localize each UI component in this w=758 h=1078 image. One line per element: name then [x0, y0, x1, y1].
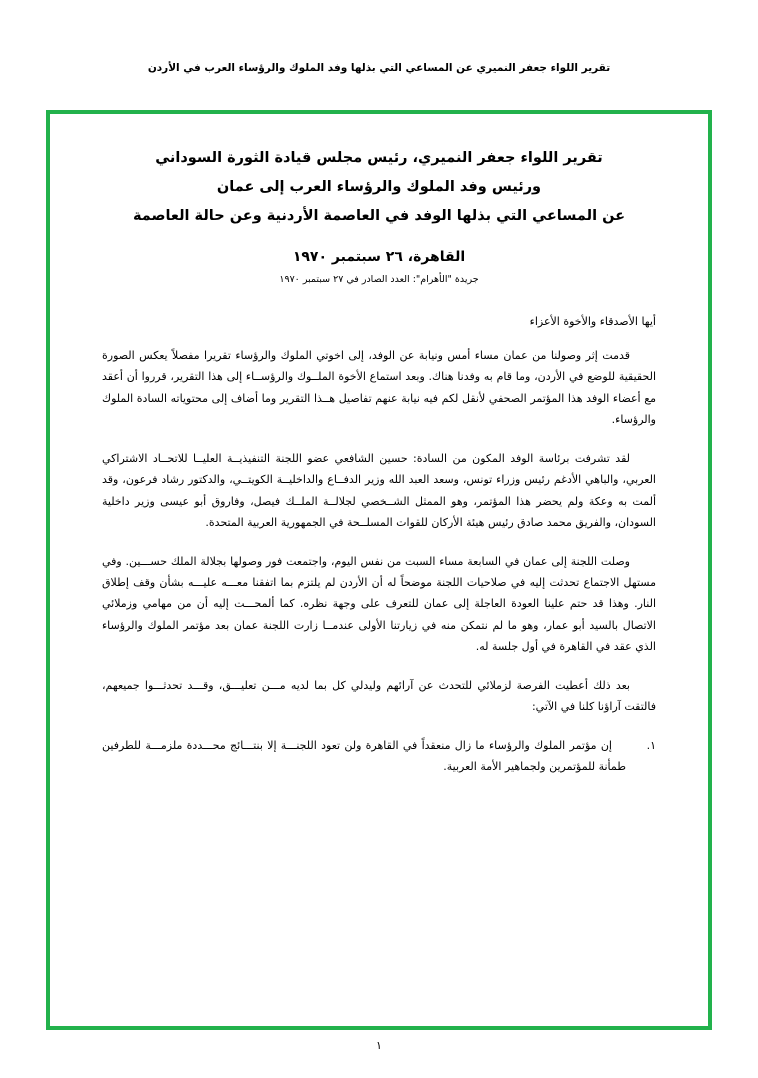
paragraph-4: بعد ذلك أعطيت الفرصة لزملائي للتحدث عن آرائهم وليدلي كل بما لديه مـــن تعليـــق، وقـــد تحدثـــوا جميعهم، فالتقت آراؤنا كلنا في الآتي:: [102, 678, 656, 714]
paragraph-2: لقد تشرفت برئاسة الوفد المكون من السادة: حسين الشافعي عضو اللجنة التنفيذيــة العليــا للاتحــاد الاشتراكي العربي، والباهي الأدغم رئيس وزراء تونس، وسعد العبد الله وزير الدفــاع والداخليــة الكويتــي، والدكتور رشاد فرعون، وقد ألمت به وعكة ولم يحضر هذا المؤتمر، وهو الممثل الشــخصي لجلالــة الملــك فيصل، وفاروق أبو عيسى وزير داخلية السودان، والفريق محمد صادق رئيس هيئة الأركان للقوات المسلــحة في الجمهورية العربية المتحدة.: [102, 451, 656, 530]
title-line-3: عن المساعي التي بذلها الوفد في العاصمة الأردنية وعن حالة العاصمة: [132, 208, 626, 224]
place-and-date: القاهرة، ٢٦ سبتمبر ١٩٧٠: [292, 249, 466, 265]
page-border-frame: [46, 110, 712, 1030]
paragraph-1: قدمت إثر وصولنا من عمان مساء أمس ونيابة عن الوفد، إلى اخوتي الملوك والرؤساء تقريرا مفصلاً يعكس الصورة الحقيقية للوضع في الأردن، وما قام به وفدنا هناك. وبعد استماع الأخوة الملــوك والرؤســاء إلى هذا التقرير، قرروا أن أعقد مع أعضاء الوفد هذا المؤتمر الصحفي لأنقل لكم فيه نيابة عنهم تفاصيل هــذا التقرير وما أضاف إلى محتوياته السادة الملوك والرؤساء.: [102, 349, 656, 427]
list-item: [102, 735, 656, 778]
document-title: [102, 144, 656, 231]
source-citation: جريدة "الأهرام": العدد الصادر في ٢٧ سبتمبر ١٩٧٠: [279, 274, 479, 285]
title-line-2: ورئيس وفد الملوك والرؤساء العرب إلى عمان: [216, 179, 542, 195]
salutation: أيها الأصدقاء والأخوة الأعزاء: [529, 315, 656, 328]
running-header: تقرير اللواء جعفر النميري عن المساعي التي بذلها وفد الملوك والرؤساء العرب في الأردن: [147, 62, 611, 74]
page-number: ١: [376, 1039, 382, 1052]
list-item-text: إن مؤتمر الملوك والرؤساء ما زال منعقداً في القاهرة ولن تعود اللجنـــة إلا بنتـــائج محـــددة ملزمـــة للطرفين طمأنة للمؤتمرين ولجماهير الأمة العربية.: [102, 738, 626, 773]
list-item-number: ١.: [646, 738, 656, 752]
title-line-1: تقرير اللواء جعفر النميري، رئيس مجلس قيادة الثورة السوداني: [155, 150, 603, 166]
document-content: [102, 144, 656, 777]
paragraph-3: وصلت اللجنة إلى عمان في السابعة مساء السبت من نفس اليوم، واجتمعت فور وصولها بجلالة الملك حســـين. وفي مستهل الاجتماع تحدثت إليه في صلاحيات اللجنة موضحاً له أن الأردن لم يلتزم بما اتفقنا معـــه عليـــه بشأن وقف إطلاق النار. وهذا قد حتم علينا العودة العاجلة إلى عمان للتعرف على وجهة نظره. كما ألمحـــت إليه أن من مهامي وزملائي الاتصال بالسيد أبو عمار، وهو ما لم نتمكن منه في زيارتنا الأولى عندمــا زارت اللجنة عمان بعد مؤتمر الملوك والرؤساء الذي عقد في القاهرة في أول جلسة له.: [102, 554, 656, 654]
